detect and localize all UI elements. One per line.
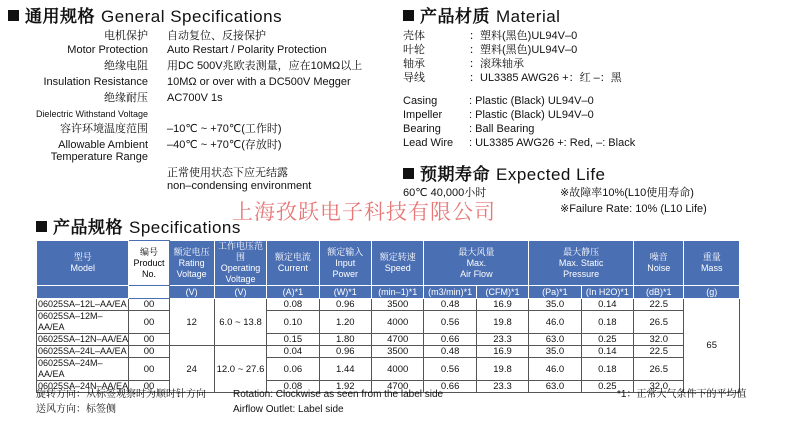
speed-cell: 4000 xyxy=(372,358,424,381)
header-current: 额定电流 Current xyxy=(267,241,319,286)
current-cell: 0.15 xyxy=(267,334,319,346)
material-label: 叶轮 xyxy=(403,44,425,56)
airflow-note-en: Airflow Outlet: Label side xyxy=(233,404,344,415)
material-label: Lead Wire xyxy=(403,137,454,149)
unit-cell: (In H2O)*1 xyxy=(581,286,633,299)
flow-cfm-cell: 23.3 xyxy=(476,381,528,393)
material-value: ：滚珠轴承 xyxy=(469,58,524,70)
section-square-icon xyxy=(403,10,414,21)
unit-cell: (V) xyxy=(169,286,214,299)
life-value: 60℃ 40,000小时 xyxy=(403,187,487,199)
condensation-note-cn: 正常使用状态下应无结露 xyxy=(167,167,288,179)
product-no-cell: 00 xyxy=(129,358,169,381)
spec-table xyxy=(36,240,740,393)
specs-title-cn: 产品规格 xyxy=(53,218,123,237)
flow-m3-cell: 0.56 xyxy=(424,358,476,381)
power-cell: 1.20 xyxy=(319,311,371,334)
material-value: ：塑料(黑色)UL94V–0 xyxy=(469,30,578,42)
spec-value: 10MΩ or over with a DC500V Megger xyxy=(167,76,351,88)
pressure-inh2o-cell: 0.25 xyxy=(581,381,633,393)
noise-cell: 26.5 xyxy=(634,358,684,381)
power-cell: 1.80 xyxy=(319,334,371,346)
spec-value: Auto Restart / Polarity Protection xyxy=(167,44,327,56)
spec-label: 容许环境温度范围 xyxy=(60,123,148,135)
footnote-average: *1：正常大气条件下的平均值 xyxy=(617,389,747,400)
spec-label: 绝缘耐压 xyxy=(104,92,148,104)
flow-m3-cell: 0.56 xyxy=(424,311,476,334)
rotation-note-en: Rotation: Clockwise as seen from the label side xyxy=(233,389,444,400)
unit-cell: (min–1)*1 xyxy=(372,286,424,299)
pressure-inh2o-cell: 0.14 xyxy=(581,346,633,358)
flow-cfm-cell: 19.8 xyxy=(476,358,528,381)
spec-value: –10℃ ~ +70℃(工作时) xyxy=(167,123,282,135)
life-note-en: ※Failure Rate: 10% (L10 Life) xyxy=(560,203,707,215)
pressure-inh2o-cell: 0.25 xyxy=(581,334,633,346)
spec-label: Dielectric Withstand Voltage xyxy=(35,109,148,119)
unit-cell: (m3/min)*1 xyxy=(424,286,476,299)
spec-label: 绝缘电阻 xyxy=(104,60,148,72)
unit-cell: (dB)*1 xyxy=(634,286,684,299)
current-cell: 0.04 xyxy=(267,346,319,358)
table-row xyxy=(37,346,740,358)
section-square-icon xyxy=(36,221,47,232)
power-cell: 1.92 xyxy=(319,381,371,393)
pressure-pa-cell: 63.0 xyxy=(529,334,581,346)
product-no-cell: 00 xyxy=(129,311,169,334)
header-unit-blank xyxy=(129,286,169,299)
material-label: Casing xyxy=(403,95,438,107)
pressure-pa-cell: 35.0 xyxy=(529,299,581,311)
section-square-icon xyxy=(403,168,414,179)
pressure-pa-cell: 46.0 xyxy=(529,311,581,334)
material-heading xyxy=(403,2,560,27)
material-value: ：塑料(黑色)UL94V–0 xyxy=(469,44,578,56)
life-heading xyxy=(403,160,606,185)
header-mass: 重量 Mass xyxy=(684,241,740,286)
model-cell: 06025SA–24M–AA/EA xyxy=(37,358,129,381)
speed-cell: 3500 xyxy=(372,346,424,358)
life-title-cn: 预期寿命 xyxy=(420,165,490,184)
table-row xyxy=(37,311,740,334)
spec-value: 用DC 500V兆欧表测量，应在10MΩ以上 xyxy=(167,60,363,72)
product-no-cell: 00 xyxy=(129,334,169,346)
material-value: ：UL3385 AWG26 +：红 –：黑 xyxy=(469,72,622,84)
current-cell: 0.06 xyxy=(267,358,319,381)
material-label: 轴承 xyxy=(403,58,425,70)
current-cell: 0.10 xyxy=(267,311,319,334)
spec-label: Motor Protection xyxy=(67,44,148,56)
unit-cell: (V) xyxy=(214,286,266,299)
product-no-cell: 00 xyxy=(129,299,169,311)
header-model: 型号 Model xyxy=(37,241,129,286)
speed-cell: 4000 xyxy=(372,311,424,334)
general-title-cn: 通用规格 xyxy=(25,7,95,26)
material-value: : Plastic (Black) UL94V–0 xyxy=(469,109,594,121)
flow-cfm-cell: 16.9 xyxy=(476,299,528,311)
noise-cell: 22.5 xyxy=(634,299,684,311)
spec-label: Allowable Ambient xyxy=(58,139,148,151)
unit-cell: (W)*1 xyxy=(319,286,371,299)
pressure-inh2o-cell: 0.18 xyxy=(581,311,633,334)
noise-cell: 22.5 xyxy=(634,346,684,358)
spec-label: Insulation Resistance xyxy=(43,76,148,88)
model-cell: 06025SA–12M–AA/EA xyxy=(37,311,129,334)
unit-cell: (CFM)*1 xyxy=(476,286,528,299)
flow-cfm-cell: 23.3 xyxy=(476,334,528,346)
table-row xyxy=(37,358,740,381)
flow-cfm-cell: 19.8 xyxy=(476,311,528,334)
pressure-pa-cell: 46.0 xyxy=(529,358,581,381)
flow-cfm-cell: 16.9 xyxy=(476,346,528,358)
material-value: : Plastic (Black) UL94V–0 xyxy=(469,95,594,107)
specs-heading xyxy=(36,213,241,238)
material-title-cn: 产品材质 xyxy=(420,7,490,26)
current-cell: 0.08 xyxy=(267,381,319,393)
spec-label: 电机保护 xyxy=(104,30,148,42)
speed-cell: 3500 xyxy=(372,299,424,311)
pressure-pa-cell: 63.0 xyxy=(529,381,581,393)
model-cell: 06025SA–12L–AA/EA xyxy=(37,299,129,311)
flow-m3-cell: 0.48 xyxy=(424,299,476,311)
power-cell: 0.96 xyxy=(319,346,371,358)
header-air-flow: 最大风量 Max. Air Flow xyxy=(424,241,529,286)
rated-voltage-cell: 24 xyxy=(169,346,214,393)
company-watermark: 上海孜跃电子科技有限公司 xyxy=(232,201,496,224)
header-unit-blank xyxy=(37,286,129,299)
speed-cell: 4700 xyxy=(372,334,424,346)
life-note-cn: ※故障率10%(L10使用寿命) xyxy=(560,187,694,199)
rated-voltage-cell: 12 xyxy=(169,299,214,346)
speed-cell: 4700 xyxy=(372,381,424,393)
flow-m3-cell: 0.66 xyxy=(424,381,476,393)
general-title-en: General Specifications xyxy=(101,7,283,26)
product-no-cell: 00 xyxy=(129,346,169,358)
power-cell: 0.96 xyxy=(319,299,371,311)
header-noise: 噪音 Noise xyxy=(634,241,684,286)
header-product-no: 编号 Product No. xyxy=(129,241,169,286)
pressure-inh2o-cell: 0.14 xyxy=(581,299,633,311)
material-label: Impeller xyxy=(403,109,443,121)
header-speed: 额定转速 Speed xyxy=(372,241,424,286)
current-cell: 0.08 xyxy=(267,299,319,311)
material-value: : UL3385 AWG26 +: Red, –: Black xyxy=(469,137,636,149)
material-label: 导线 xyxy=(403,72,425,84)
mass-cell: 65 xyxy=(684,299,740,393)
unit-cell: (A)*1 xyxy=(267,286,319,299)
condensation-note-en: non–condensing environment xyxy=(167,180,312,192)
airflow-note-cn: 送风方向：标签侧 xyxy=(36,404,116,415)
header-input-power: 额定输入 Input Power xyxy=(319,241,371,286)
pressure-pa-cell: 35.0 xyxy=(529,346,581,358)
header-static-pressure: 最大静压 Max. Static Pressure xyxy=(529,241,634,286)
rotation-note-cn: 旋转方向：从标签观察时为顺时针方向 xyxy=(36,389,206,400)
header-operating-voltage: 工作电压范围 Operating Voltage xyxy=(214,241,266,286)
noise-cell: 32.0 xyxy=(634,334,684,346)
flow-m3-cell: 0.66 xyxy=(424,334,476,346)
unit-cell: (g) xyxy=(684,286,740,299)
section-square-icon xyxy=(8,10,19,21)
header-rated-voltage: 额定电压 Rating Voltage xyxy=(169,241,214,286)
noise-cell: 26.5 xyxy=(634,311,684,334)
spec-value: 自动复位、反接保护 xyxy=(167,30,266,42)
unit-cell: (Pa)*1 xyxy=(529,286,581,299)
spec-value: –40℃ ~ +70℃(存放时) xyxy=(167,139,282,151)
spec-value: AC700V 1s xyxy=(167,92,223,104)
specs-title-en: Specifications xyxy=(129,218,241,237)
model-cell: 06025SA–24N–AA/EA xyxy=(38,381,129,391)
pressure-inh2o-cell: 0.18 xyxy=(581,358,633,381)
power-cell: 1.44 xyxy=(319,358,371,381)
life-title-en: Expected Life xyxy=(496,165,606,184)
noise-cell: 32.0 xyxy=(634,381,684,393)
material-label: Bearing xyxy=(403,123,441,135)
product-no-cell: 00 xyxy=(129,381,169,393)
table-row xyxy=(37,299,740,311)
material-value: : Ball Bearing xyxy=(469,123,535,135)
material-title-en: Material xyxy=(496,7,561,26)
model-cell: 06025SA–12N–AA/EA xyxy=(38,334,129,344)
operating-voltage-cell: 12.0 ~ 27.6 xyxy=(214,346,266,393)
material-label: 壳体 xyxy=(403,30,425,42)
spec-label: Temperature Range xyxy=(50,151,148,163)
general-spec-heading xyxy=(8,2,282,27)
table-row xyxy=(37,334,740,346)
flow-m3-cell: 0.48 xyxy=(424,346,476,358)
model-cell: 06025SA–24L–AA/EA xyxy=(37,346,129,358)
operating-voltage-cell: 6.0 ~ 13.8 xyxy=(214,299,266,346)
